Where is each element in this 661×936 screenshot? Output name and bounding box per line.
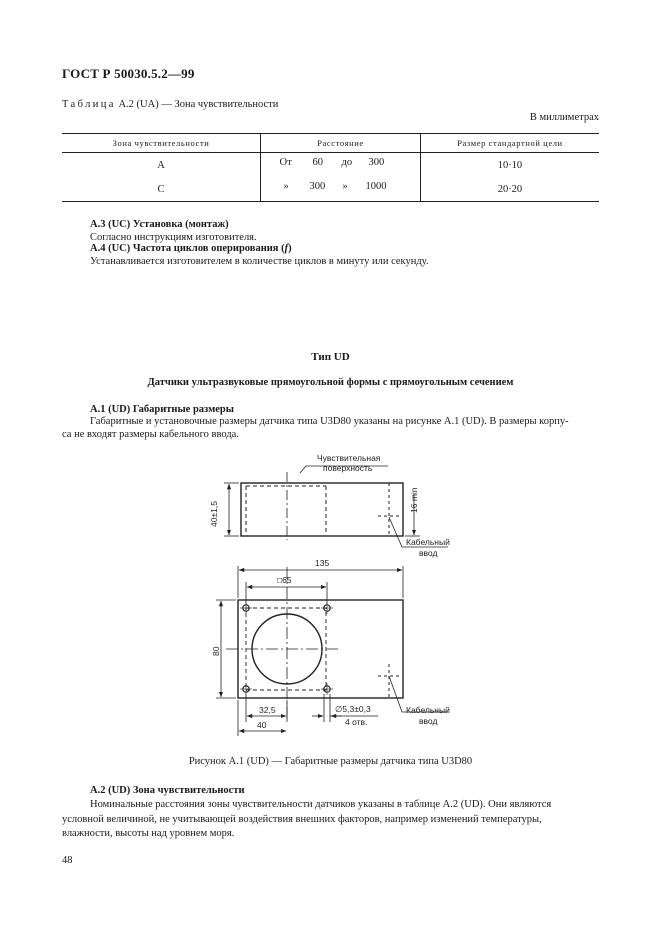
distance-from-word: От bbox=[279, 156, 292, 168]
dim-square: □65 bbox=[277, 575, 292, 585]
side-view-body bbox=[241, 483, 403, 536]
section-a4-title-var: f bbox=[284, 243, 289, 254]
table-header-cell: Размер стандартной цели bbox=[420, 134, 599, 153]
dim-holes-count: 4 отв. bbox=[345, 717, 368, 727]
distance-to-word: » bbox=[342, 180, 348, 192]
section-a1-line2: са не входят размеры кабельного ввода. bbox=[62, 429, 239, 440]
label-cable-entry-2: ввод bbox=[419, 548, 438, 558]
distance-from-word: » bbox=[283, 180, 289, 192]
document-header: ГОСТ Р 50030.5.2—99 bbox=[62, 66, 195, 81]
section-a4-title-post: ) bbox=[288, 243, 292, 254]
section-a2-line2: условной величиной, не учитывающей воздействия внешних факторов, например изменений температуры, bbox=[62, 814, 542, 825]
distance-from-value: 300 bbox=[309, 180, 326, 192]
table-units: В миллиметрах bbox=[529, 112, 599, 123]
table-cell-target: 10·10 bbox=[420, 153, 599, 178]
section-a3-title: А.3 (UC) Установка (монтаж) bbox=[90, 219, 229, 230]
distance-to-value: 1000 bbox=[365, 180, 387, 192]
dim-80: 80 bbox=[211, 646, 221, 656]
section-a4-title-pre: А.4 (UC) Частота циклов оперирования ( bbox=[90, 243, 285, 254]
section-a2-title: А.2 (UD) Зона чувствительности bbox=[90, 785, 245, 796]
table-caption-rest: А.2 (UA) — Зона чувствительности bbox=[115, 99, 279, 110]
section-a3-text: Согласно инструкциям изготовителя. bbox=[90, 232, 257, 243]
table-cell-zone: A bbox=[157, 159, 165, 171]
label-cable-entry-1: Кабельный bbox=[406, 537, 450, 547]
dim-32-5: 32,5 bbox=[259, 705, 276, 715]
table-cell-zone: C bbox=[62, 177, 261, 202]
label-sensitive-surface-2: поверхность bbox=[323, 463, 373, 473]
table-cell-target: 20·20 bbox=[420, 177, 599, 202]
table-header-cell: Зона чувствительности bbox=[62, 134, 261, 153]
distance-to-value: 300 bbox=[368, 156, 385, 168]
distance-to-word: до bbox=[341, 156, 353, 168]
section-a4-text: Устанавливается изготовителем в количестве циклов в минуту или секунду. bbox=[90, 256, 429, 267]
section-a1-line1: Габаритные и установочные размеры датчика типа U3D80 указаны на рисунке А.1 (UD). В размеры корпу- bbox=[90, 416, 569, 427]
section-a2-line1: Номинальные расстояния зоны чувствительности датчиков указаны в таблице А.2 (UD). Они являются bbox=[90, 799, 552, 810]
table-header-cell: Расстояние bbox=[261, 134, 421, 153]
dim-height: 40±1,5 bbox=[209, 501, 219, 527]
page-number: 48 bbox=[62, 855, 73, 866]
section-a1-title: А.1 (UD) Габаритные размеры bbox=[90, 404, 234, 415]
table-caption-word: Таблица bbox=[62, 99, 116, 110]
dim-16-min: 16 min bbox=[409, 487, 419, 513]
label-sensitive-surface-1: Чувствительная bbox=[317, 453, 381, 463]
dim-width: 135 bbox=[315, 558, 330, 568]
figure-caption: Рисунок А.1 (UD) — Габаритные размеры датчика типа U3D80 bbox=[188, 756, 473, 767]
dim-40: 40 bbox=[257, 720, 267, 730]
label-cable-entry-top-2: ввод bbox=[419, 716, 438, 726]
label-cable-entry-top-1: Кабельный bbox=[406, 705, 450, 715]
distance-from-value: 60 bbox=[312, 156, 323, 168]
dim-hole-diameter: ∅5,3±0,3 bbox=[335, 704, 371, 714]
section-a2-line3: влажности, высоты над уровнем моря. bbox=[62, 828, 235, 839]
type-subheading: Датчики ультразвуковые прямоугольной формы с прямоугольным сечением bbox=[147, 377, 514, 388]
type-heading: Тип UD bbox=[311, 351, 350, 363]
